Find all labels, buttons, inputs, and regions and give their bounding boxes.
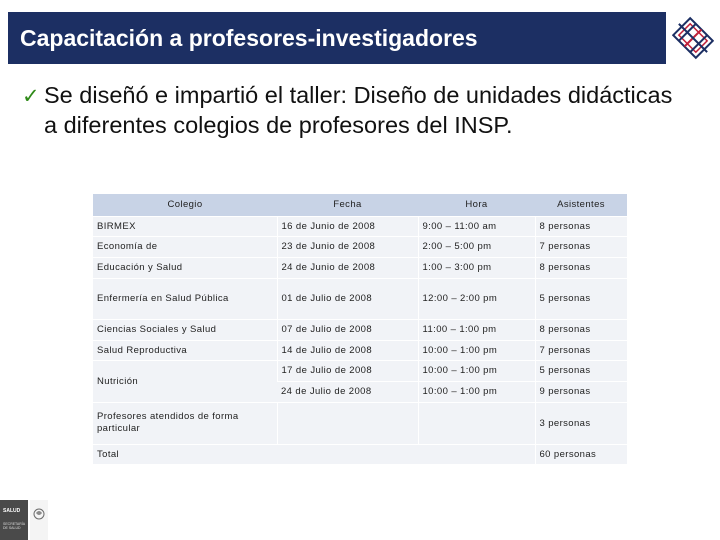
salud-badge-sub: SECRETARÍA DE SALUD <box>3 522 25 530</box>
cell-hora: 10:00 – 1:00 pm <box>418 360 535 381</box>
cell-colegio: Ciencias Sociales y Salud <box>97 324 217 335</box>
table-row <box>93 319 627 340</box>
bullet-item <box>22 80 686 140</box>
table-total-row <box>93 444 627 464</box>
cell-fecha: 16 de Junio de 2008 <box>277 216 418 236</box>
cell-hora: 10:00 – 1:00 pm <box>418 381 535 402</box>
cell-hora: 9:00 – 11:00 am <box>418 216 535 236</box>
cell-asistentes: 5 personas <box>535 278 627 319</box>
cell-fecha: 01 de Julio de 2008 <box>277 278 418 319</box>
cell-fecha: 07 de Julio de 2008 <box>277 319 418 340</box>
cell-fecha: 24 de Junio de 2008 <box>277 257 418 278</box>
table-row <box>93 236 627 257</box>
cell-colegio: Salud Reproductiva <box>97 344 188 356</box>
cell-colegio: Educación y Salud <box>97 262 183 273</box>
cell-total-asistentes: 60 personas <box>535 444 627 464</box>
header-fecha: Fecha <box>277 194 418 216</box>
table-row <box>93 402 627 444</box>
header-hora: Hora <box>418 194 535 216</box>
cell-asistentes: 8 personas <box>535 216 627 236</box>
page-title: Capacitación a profesores-investigadores <box>20 25 478 51</box>
cell-total-label: Total <box>97 448 120 460</box>
schedule-table <box>93 194 627 464</box>
salud-badge-label: SALUD <box>3 508 21 514</box>
cell-asistentes: 7 personas <box>535 236 627 257</box>
cell-hora: 12:00 – 2:00 pm <box>418 278 535 319</box>
bullet-text: Se diseñó e impartió el taller: Diseño de unidades didácticas a diferentes colegios de profesores del INSP. <box>44 82 673 138</box>
header-asistentes: Asistentes <box>535 194 627 216</box>
cell-colegio: Profesores atendidos de forma particular <box>97 411 239 434</box>
cell-asistentes: 5 personas <box>535 360 627 381</box>
table-row <box>93 257 627 278</box>
cell-hora: 11:00 – 1:00 pm <box>418 319 535 340</box>
title-bar <box>8 12 666 64</box>
table-row <box>93 360 627 381</box>
cell-asistentes: 8 personas <box>535 257 627 278</box>
cell-colegio: BIRMEX <box>97 220 136 232</box>
cell-fecha <box>277 402 418 444</box>
cell-fecha: 14 de Julio de 2008 <box>277 340 418 360</box>
cell-colegio: Nutrición <box>97 375 139 387</box>
cell-colegio: Enfermería en Salud Pública <box>97 293 229 304</box>
checkmark-icon: ✓ <box>22 85 40 108</box>
cell-hora: 1:00 – 3:00 pm <box>418 257 535 278</box>
table-row <box>93 340 627 360</box>
cell-hora: 10:00 – 1:00 pm <box>418 340 535 360</box>
cell-hora: 2:00 – 5:00 pm <box>418 236 535 257</box>
cell-fecha: 24 de Julio de 2008 <box>281 386 372 397</box>
table-row <box>93 216 627 236</box>
cell-asistentes: 8 personas <box>535 319 627 340</box>
cell-fecha: 17 de Julio de 2008 <box>277 360 418 381</box>
insp-logo-icon <box>672 14 714 62</box>
cell-fecha: 23 de Junio de 2008 <box>277 236 418 257</box>
cell-hora <box>418 402 535 444</box>
table-row <box>93 278 627 319</box>
cell-asistentes: 9 personas <box>535 381 627 402</box>
table-header-row <box>93 194 627 216</box>
cell-asistentes: 7 personas <box>535 340 627 360</box>
cell-colegio: Economía de <box>97 241 158 252</box>
mexico-emblem-icon <box>30 500 48 540</box>
cell-asistentes: 3 personas <box>535 402 627 444</box>
salud-badge <box>0 500 28 540</box>
header-colegio: Colegio <box>93 194 277 216</box>
